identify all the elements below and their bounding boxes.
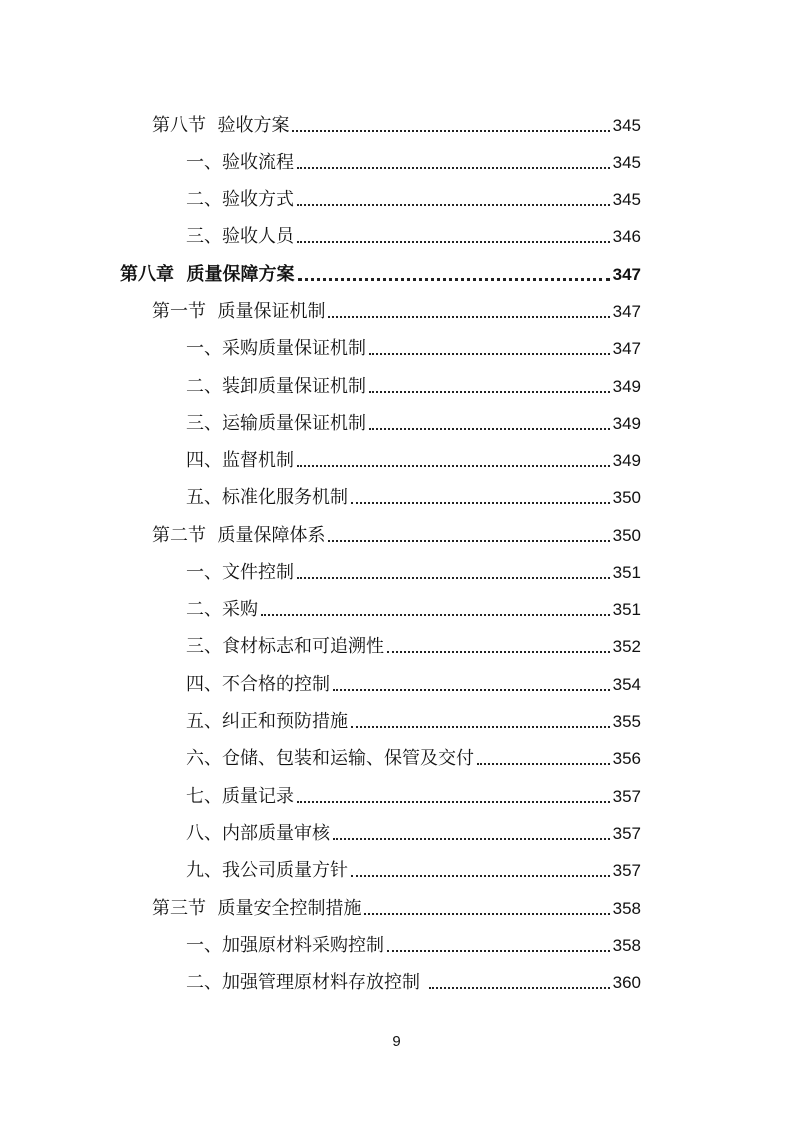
toc-entry-label: 四、监督机制 bbox=[186, 450, 294, 471]
toc-entry[interactable] bbox=[152, 100, 641, 137]
toc-entry-page: 347 bbox=[612, 339, 641, 358]
toc-entry-label: 第一节 质量保证机制 bbox=[152, 301, 326, 322]
leader-dots bbox=[351, 875, 610, 877]
toc-entry-label: 二、采购 bbox=[186, 599, 258, 620]
leader-dots bbox=[387, 950, 610, 952]
leader-dots bbox=[429, 987, 610, 989]
toc-entry-page: 357 bbox=[612, 787, 641, 806]
toc-entry-page: 351 bbox=[612, 563, 641, 582]
leader-dots bbox=[333, 689, 610, 691]
leader-dots bbox=[369, 353, 610, 355]
toc-entry[interactable] bbox=[186, 398, 641, 435]
toc-entry-label: 八、内部质量审核 bbox=[186, 823, 330, 844]
leader-dots bbox=[369, 391, 610, 393]
toc-entry-label: 第二节 质量保障体系 bbox=[152, 525, 326, 546]
leader-dots bbox=[297, 577, 610, 579]
toc-entry[interactable] bbox=[186, 174, 641, 211]
leader-dots bbox=[292, 130, 609, 132]
toc-entry-label: 第三节 质量安全控制措施 bbox=[152, 898, 362, 919]
toc-entry-page: 349 bbox=[612, 414, 641, 433]
toc-entry-page: 357 bbox=[612, 824, 641, 843]
toc-entry[interactable] bbox=[186, 696, 641, 733]
leader-dots bbox=[477, 763, 610, 765]
toc-entry[interactable] bbox=[186, 659, 641, 696]
toc-entry[interactable] bbox=[186, 323, 641, 360]
toc-entry[interactable] bbox=[186, 808, 641, 845]
toc-entry[interactable] bbox=[186, 211, 641, 248]
toc-entry-label: 二、加强管理原材料存放控制 bbox=[186, 972, 426, 993]
leader-dots bbox=[351, 502, 610, 504]
toc-entry-page: 358 bbox=[612, 899, 641, 918]
toc-entry-label: 一、加强原材料采购控制 bbox=[186, 935, 384, 956]
leader-dots bbox=[387, 651, 610, 653]
toc-entry[interactable] bbox=[186, 584, 641, 621]
leader-dots bbox=[297, 801, 610, 803]
toc-entry-label: 一、验收流程 bbox=[186, 152, 294, 173]
toc-entry-page: 345 bbox=[612, 153, 641, 172]
leader-dots bbox=[328, 316, 609, 318]
page-number: 9 bbox=[392, 1033, 401, 1050]
leader-dots bbox=[297, 465, 610, 467]
toc-entry[interactable] bbox=[186, 361, 641, 398]
leader-dots bbox=[369, 428, 610, 430]
toc-entry[interactable] bbox=[186, 621, 641, 658]
toc-entry[interactable] bbox=[186, 771, 641, 808]
toc-entry-page: 352 bbox=[612, 637, 641, 656]
toc-entry-label: 六、仓储、包装和运输、保管及交付 bbox=[186, 748, 474, 769]
toc-entry-label: 三、运输质量保证机制 bbox=[186, 413, 366, 434]
leader-dots bbox=[351, 726, 610, 728]
toc-entry-label: 二、验收方式 bbox=[186, 189, 294, 210]
toc-entry-page: 354 bbox=[612, 675, 641, 694]
toc-entry-page: 355 bbox=[612, 712, 641, 731]
toc-entry[interactable] bbox=[186, 957, 641, 994]
toc-entry-label: 七、质量记录 bbox=[186, 786, 294, 807]
toc-entry-label: 四、不合格的控制 bbox=[186, 674, 330, 695]
toc-entry-page: 357 bbox=[612, 861, 641, 880]
toc-entry[interactable] bbox=[186, 137, 641, 174]
toc-entry-page: 345 bbox=[612, 116, 641, 135]
toc-entry[interactable] bbox=[186, 845, 641, 882]
toc-entry[interactable] bbox=[186, 435, 641, 472]
toc-entry[interactable] bbox=[186, 547, 641, 584]
toc-entry-label: 一、采购质量保证机制 bbox=[186, 338, 366, 359]
toc-entry[interactable] bbox=[152, 883, 641, 920]
toc-entry-label: 五、纠正和预防措施 bbox=[186, 711, 348, 732]
toc-entry-page: 349 bbox=[612, 377, 641, 396]
toc-entry-page: 347 bbox=[612, 265, 641, 284]
toc-entry-page: 345 bbox=[612, 190, 641, 209]
toc-entry[interactable] bbox=[152, 510, 641, 547]
toc-chapter-entry[interactable] bbox=[120, 249, 641, 286]
toc-entry-page: 350 bbox=[612, 526, 641, 545]
toc-entry-page: 358 bbox=[612, 936, 641, 955]
toc-entry-page: 351 bbox=[612, 600, 641, 619]
toc-entry-label: 三、食材标志和可追溯性 bbox=[186, 636, 384, 657]
toc-entry[interactable] bbox=[152, 286, 641, 323]
toc-entry[interactable] bbox=[186, 920, 641, 957]
leader-dots bbox=[333, 838, 610, 840]
toc-entry-label: 九、我公司质量方针 bbox=[186, 860, 348, 881]
leader-dots bbox=[297, 167, 610, 169]
toc-entry[interactable] bbox=[186, 733, 641, 770]
leader-dots bbox=[298, 278, 610, 281]
toc-entry-page: 346 bbox=[612, 227, 641, 246]
toc-entry-label: 一、文件控制 bbox=[186, 562, 294, 583]
toc-entry-page: 356 bbox=[612, 749, 641, 768]
toc-entry-label: 第八节 验收方案 bbox=[152, 115, 290, 136]
leader-dots bbox=[364, 913, 609, 915]
toc-entry-page: 360 bbox=[612, 973, 641, 992]
toc-entry-label: 五、标准化服务机制 bbox=[186, 487, 348, 508]
toc-entry-label: 三、验收人员 bbox=[186, 226, 294, 247]
leader-dots bbox=[297, 241, 610, 243]
toc-entry[interactable] bbox=[186, 472, 641, 509]
leader-dots bbox=[261, 614, 610, 616]
toc-entry-page: 350 bbox=[612, 488, 641, 507]
toc-entry-label: 第八章 质量保障方案 bbox=[120, 264, 295, 285]
toc-entry-label: 二、装卸质量保证机制 bbox=[186, 376, 366, 397]
leader-dots bbox=[328, 540, 609, 542]
toc-entry-page: 349 bbox=[612, 451, 641, 470]
toc-entry-page: 347 bbox=[612, 302, 641, 321]
leader-dots bbox=[297, 204, 610, 206]
